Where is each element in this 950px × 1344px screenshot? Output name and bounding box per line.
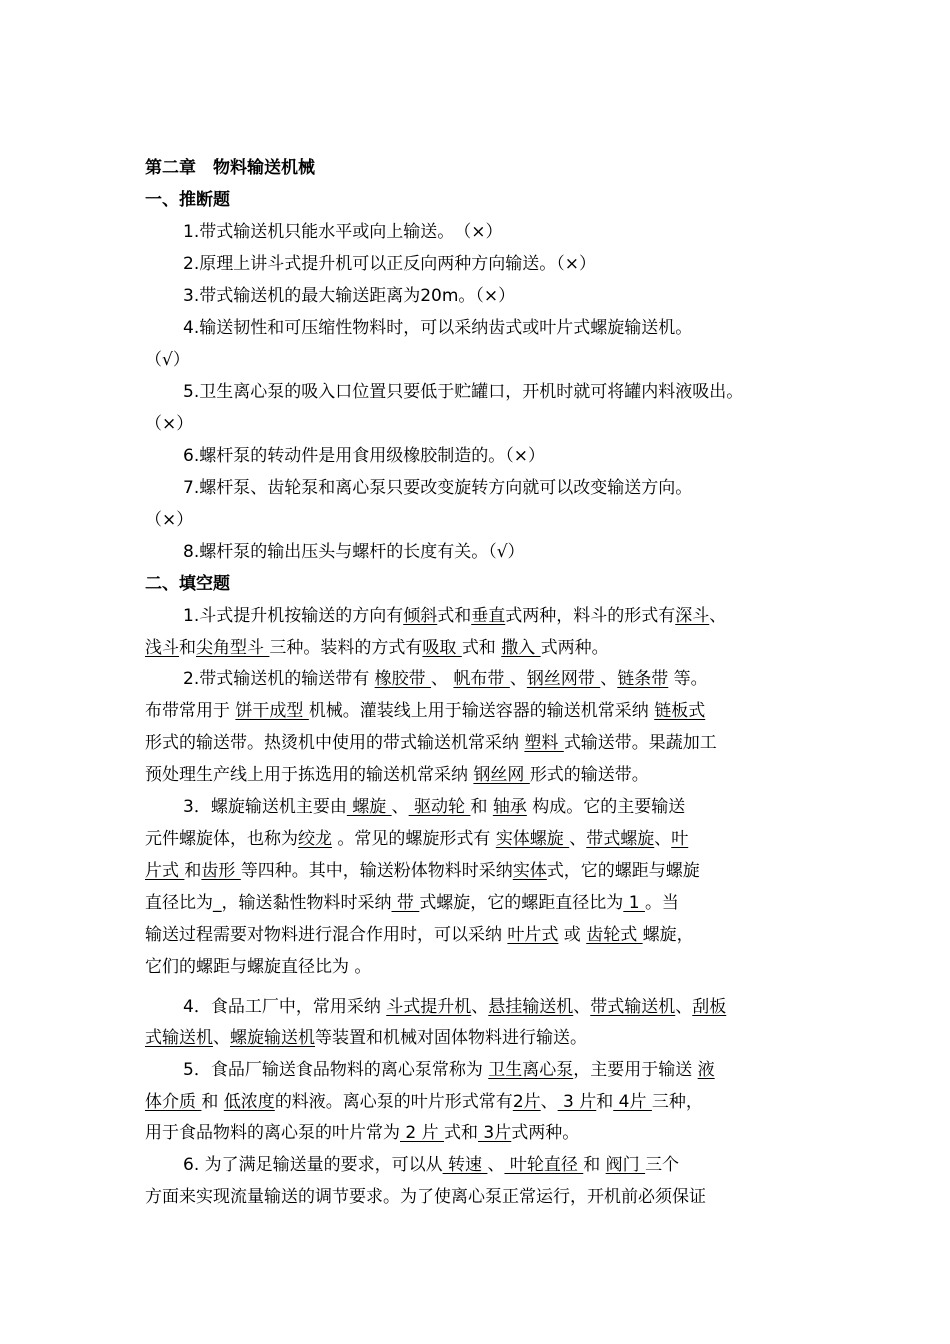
answer-blank: 2片 — [512, 1092, 541, 1112]
question-text: 、 — [509, 669, 527, 689]
answer-blank: 片式 — [145, 861, 185, 881]
question-text: 和 — [583, 1155, 606, 1175]
question-text: 、 — [600, 669, 618, 689]
tf-item: 5.卫生离心泵的吸入口位置只要低于贮罐口，开机时就可将罐内料液吸出。 — [183, 382, 744, 402]
fill-blank-line — [145, 700, 705, 722]
answer-blank: 低浓度 — [223, 1092, 275, 1112]
question-text: 、 — [431, 669, 454, 689]
fill-blank-line — [183, 668, 708, 690]
fill-blank-line — [145, 860, 700, 882]
answer-blank: 3 片 — [557, 1092, 597, 1112]
fill-blank-line — [145, 1122, 579, 1144]
tf-item-answer: （√） — [145, 350, 190, 370]
fill-blank-line — [145, 956, 371, 978]
answer-blank: 钢丝网带 — [526, 669, 601, 689]
question-text: 式输送带。果蔬加工 — [563, 733, 717, 753]
question-text: 等四种。其中，输送粉体物料时采纳 — [240, 861, 513, 881]
question-text: 三种， — [651, 1092, 703, 1112]
question-text: 三个 — [645, 1155, 680, 1175]
question-text: 、 — [709, 606, 727, 626]
question-text: 等。 — [668, 669, 708, 689]
question-text: 的料液。离心泵的叶片形式常有 — [274, 1092, 513, 1112]
question-text: 、 — [654, 829, 672, 849]
question-text: 。常见的螺旋形式有 — [332, 829, 496, 849]
question-text: 和 — [179, 638, 196, 658]
question-text: 形式的输送带。 — [529, 765, 649, 785]
answer-blank: 液 — [697, 1060, 715, 1080]
question-text: 式，它的螺距与螺旋 — [546, 861, 700, 881]
fill-blank-line — [183, 796, 685, 818]
chapter-title: 第二章 物料输送机械 — [145, 158, 315, 178]
question-text: 式和 — [461, 638, 502, 658]
question-text: 用于食品物料的离心泵的叶片常为 — [145, 1123, 400, 1143]
question-text: 三种。装料的方式有 — [269, 638, 423, 658]
fill-blank-line — [145, 828, 688, 850]
answer-blank: 吸取 — [422, 638, 462, 658]
answer-blank: 实体螺旋 — [495, 829, 570, 849]
answer-blank: 式输送机 — [145, 1028, 213, 1048]
question-text: 、 — [540, 1092, 558, 1112]
question-text: 4．食品工厂中，常用采纳 — [183, 997, 387, 1017]
answer-blank: 链板式 — [654, 701, 706, 721]
answer-blank: 齿形 — [201, 861, 241, 881]
answer-blank: 实体 — [512, 861, 547, 881]
answer-blank: 刮板 — [692, 997, 727, 1017]
tf-item: 7.螺杆泵、齿轮泵和离心泵只要改变旋转方向就可以改变输送方向。 — [183, 478, 693, 498]
answer-blank: 螺旋 — [346, 797, 392, 817]
question-text: 、 — [487, 1155, 505, 1175]
tf-item: 6.螺杆泵的转动件是用食用级橡胶制造的。（×） — [183, 446, 545, 466]
answer-blank: 悬挂输送机 — [488, 997, 574, 1017]
question-text: 。 — [354, 957, 372, 977]
question-text: 、 — [213, 1028, 230, 1048]
answer-blank: 体介质 — [145, 1092, 202, 1112]
question-text: 、 — [471, 997, 489, 1017]
fill-blank-line — [183, 1154, 679, 1176]
answer-blank: 带式螺旋 — [586, 829, 655, 849]
section-heading-true-false: 一、推断题 — [145, 190, 230, 210]
answer-blank: 塑料 — [524, 733, 564, 753]
question-text: 式两种。 — [540, 638, 609, 658]
answer-blank: 帆布带 — [453, 669, 510, 689]
answer-blank: 螺旋输送机 — [230, 1028, 315, 1048]
tf-item: 8.螺杆泵的输出压头与螺杆的长度有关。（√） — [183, 542, 525, 562]
answer-blank: 倾斜 — [403, 606, 438, 626]
answer-blank: 垂直 — [471, 606, 506, 626]
fill-blank-line — [145, 1091, 703, 1113]
question-text: 、 — [391, 797, 409, 817]
answer-blank: 阀门 — [605, 1155, 646, 1175]
answer-blank: 驱动轮 — [408, 797, 471, 817]
question-text: 方面来实现流量输送的调节要求。为了使离心泵正常运行，开机前必须保证 — [145, 1187, 706, 1207]
question-text: 输送过程需要对物料进行混合作用时，可以采纳 — [145, 925, 508, 945]
question-text: 和 — [184, 861, 202, 881]
answer-blank: 橡胶带 — [374, 669, 432, 689]
question-text: 直径比为_，输送黏性物料时采纳 — [145, 893, 392, 913]
answer-blank: 尖角型斗 — [196, 638, 270, 658]
question-text: 机械。灌装线上用于输送容器的输送机常采纳 — [308, 701, 655, 721]
question-text: 构成。它的主要输送 — [526, 797, 686, 817]
tf-item: 2.原理上讲斗式提升机可以正反向两种方向输送。（×） — [183, 254, 596, 274]
question-text: 式和 — [437, 606, 472, 626]
answer-blank: 链条带 — [617, 669, 669, 689]
question-text: 它们的螺距与螺旋直径比为 — [145, 957, 355, 977]
answer-blank: 3片 — [478, 1123, 512, 1143]
question-text: 布带常用于 — [145, 701, 236, 721]
fill-blank-line — [145, 764, 649, 786]
answer-blank: 深斗 — [675, 606, 710, 626]
question-text: 2.带式输送机的输送带有 — [183, 669, 375, 689]
answer-blank: 带式输送机 — [590, 997, 676, 1017]
question-text: 式和 — [444, 1123, 479, 1143]
answer-blank: 浅斗 — [145, 638, 179, 658]
fill-blank-line — [145, 892, 679, 914]
question-text: 元件螺旋体，也称为 — [145, 829, 298, 849]
answer-blank: 撒入 — [501, 638, 541, 658]
answer-blank: 4片 — [613, 1092, 652, 1112]
answer-blank: 绞龙 — [298, 829, 332, 849]
question-text: 式两种。 — [511, 1123, 580, 1143]
question-text: 或 — [558, 925, 587, 945]
question-text: 预处理生产线上用于拣选用的输送机常采纳 — [145, 765, 474, 785]
answer-blank: 叶轮直径 — [504, 1155, 584, 1175]
question-text: 、 — [573, 997, 591, 1017]
tf-item-answer: （×） — [145, 414, 194, 434]
question-text: 。当 — [644, 893, 679, 913]
answer-blank: 卫生离心泵 — [488, 1060, 574, 1080]
answer-blank: 齿轮式 — [586, 925, 643, 945]
question-text: 1.斗式提升机按输送的方向有 — [183, 606, 404, 626]
answer-blank: 叶片式 — [507, 925, 559, 945]
question-text: 式两种，料斗的形式有 — [505, 606, 676, 626]
answer-blank: 饼干成型 — [235, 701, 309, 721]
fill-blank-line — [183, 605, 726, 627]
question-text: ，主要用于输送 — [573, 1060, 698, 1080]
answer-blank: 2 片 — [400, 1123, 445, 1143]
question-text: 5．食品厂输送食品物料的离心泵常称为 — [183, 1060, 489, 1080]
section-heading-fill-blank: 二、填空题 — [145, 574, 230, 594]
fill-blank-line — [145, 732, 717, 754]
fill-blank-line — [183, 1059, 715, 1081]
fill-blank-line — [145, 1027, 587, 1049]
answer-blank: 斗式提升机 — [386, 997, 472, 1017]
question-text: 形式的输送带。热烫机中使用的带式输送机常采纳 — [145, 733, 525, 753]
answer-blank: 带 — [391, 893, 420, 913]
question-text: 6. 为了满足输送量的要求，可以从 — [183, 1155, 443, 1175]
question-text: 3．螺旋输送机主要由 — [183, 797, 347, 817]
fill-blank-line — [145, 1186, 706, 1208]
fill-blank-line — [145, 637, 609, 659]
answer-blank: 1 — [623, 893, 645, 913]
answer-blank: 叶 — [671, 829, 689, 849]
answer-blank: 轴承 — [492, 797, 527, 817]
question-text: 、 — [569, 829, 587, 849]
tf-item: 1.带式输送机只能水平或向上输送。 （×） — [183, 222, 503, 242]
tf-item: 4.输送韧性和可压缩性物料时，可以采纳齿式或叶片式螺旋输送机。 — [183, 318, 693, 338]
question-text: 和 — [201, 1092, 224, 1112]
question-text: 和 — [470, 797, 493, 817]
fill-blank-line — [183, 996, 726, 1018]
question-text: 、 — [675, 997, 693, 1017]
question-text: 式螺旋，它的螺距直径比为 — [419, 893, 624, 913]
question-text: 和 — [596, 1092, 614, 1112]
question-text: 等装置和机械对固体物料进行输送。 — [315, 1028, 587, 1048]
fill-blank-line — [145, 924, 694, 946]
answer-blank: 钢丝网 — [473, 765, 530, 785]
question-text: 螺旋， — [642, 925, 694, 945]
answer-blank: 转速 — [442, 1155, 488, 1175]
tf-item: 3.带式输送机的最大输送距离为20m。（×） — [183, 286, 516, 306]
tf-item-answer: （×） — [145, 510, 194, 530]
